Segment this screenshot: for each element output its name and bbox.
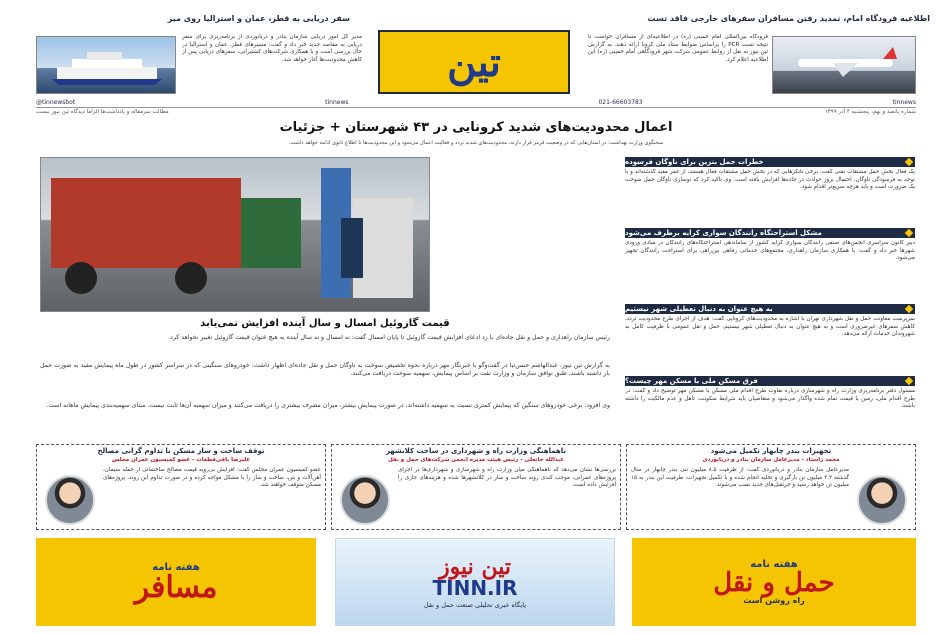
sidebar-body-3: سرپرست معاونت حمل و نقل شهرداری تهران با اشاره به محدودیت‌های کرونایی گفت: هدف از اجرای طرح محدودیت تردد، کاهش سفرهای غیرضروری است و به هیچ عنوان به دنبال تعطیلی شهر نیستیم. حمل و نقل عمومی با ظرفیت کامل به شهروندان خدمات ارائه می‌دهد.	[625, 316, 915, 338]
bot-handle[interactable]: @tinnewsbot	[36, 99, 76, 106]
column-author-1: محمد راستاد - مدیرعامل سازمان بنادر و دریانوردی	[702, 457, 840, 463]
ad-haml-o-naql[interactable]	[632, 538, 916, 626]
top-right-story: فرودگاه بین‌المللی امام خمینی (ره) در اطلاعیه‌ای از مسافران خواست تا نتیجه تست PCR را براساس ضوابط ستاد ملی کرونا ارائه دهند. به گزارش تین نیوز به نقل از روابط عمومی شرکت شهر فرودگاهی امام خمینی (ره) این اطلاعیه اعلام کرد.	[588, 34, 768, 63]
fuel-paragraph-2: به گزارش تین نیوز، عبدالهاشم حسن‌نیا در گفت‌وگو با خبرنگار مهر درباره نحوه تخصیص سوخت به ناوگان حمل و نقل جاده‌ای اظهار داشت: خودروهای سنگینی که در سراسر کشور در طول ماه پیمایش مفید به صورت حمل بار داشته باشند، طبق توافق سازمان و وزارت نفت بر اساس پیمایش، سهمیه سوخت دریافت می‌کنند.	[40, 362, 610, 378]
ad-mosafer[interactable]	[36, 538, 316, 626]
column-text-1: مدیرعامل سازمان بنادر و دریانوردی گفت: از ظرفیت ۸.۵ میلیون تنی بندر چابهار در سال گذشته ۲.۳ میلیون تن بارگیری و تخلیه انجام شده و با تکمیل تجهیزات، ظرفیت این بندر به ۱۵ میلیون تن خواهد رسید و جرثقیل‌های جدید نصب می‌شوند.	[631, 467, 849, 489]
issue-number: شماره پانصد و نهم، پنجشنبه ۴ آذر ۱۳۹۹	[824, 109, 916, 115]
site-handle-right[interactable]: tinnews	[892, 99, 916, 106]
column-title-1: تجهیزات بندر چابهار تکمیل می‌شود	[710, 447, 832, 455]
author-avatar-2	[340, 475, 390, 525]
plane-photo[interactable]	[772, 36, 916, 94]
fuel-truck-icon	[41, 158, 430, 312]
column-title-2: ناهماهنگی وزارت راه و شهرداری در ساخت کلانشهر	[385, 447, 567, 455]
sidebar-body-1: یک فعال بخش حمل مشتقات نفتی گفت: برخی تانکرهایی که در بخش حمل مشتقات فعال هستند، از عمر مفید گذشته‌اند و با توجه به فرسودگی ناوگان، احتمال بروز حوادث در جاده‌ها افزایش یافته است. وی تاکید کرد که نوسازی ناوگان حمل سوخت یک ضرورت است و باید هرچه سریع‌تر اقدام شود.	[625, 169, 915, 191]
ship-photo[interactable]	[36, 36, 176, 94]
issue-strip	[36, 109, 916, 118]
column-title-3: توقف ساخت و ساز مسکن با تداوم گرانی مصالح	[97, 447, 265, 455]
ad-left-label: هفته نامه	[152, 561, 200, 573]
ad-right-label: هفته نامه	[750, 559, 798, 570]
ad-mid-title: تین نیوز	[439, 553, 511, 580]
column-box-1[interactable]	[626, 444, 916, 530]
ad-mid-tagline: پایگاه خبری تحلیلی صنعت حمل و نقل	[423, 600, 527, 609]
sidebar-body-4: مسئول دفتر برنامه‌ریزی وزارت راه و شهرسازی درباره تفاوت طرح اقدام ملی مسکن با مسکن مهر توضیح داد و گفت: در طرح اقدام ملی، زمین با قیمت تمام شده واگذار می‌شود و متقاضیان باید شرایط سکونت، تاهل و عدم مالکیت را داشته باشند.	[625, 388, 915, 410]
fuel-headline[interactable]: قیمت گازوئیل امسال و سال آینده افزایش نمی‌یابد	[200, 318, 450, 329]
airplane-icon	[773, 37, 916, 94]
masthead[interactable]	[378, 30, 570, 94]
author-avatar-1	[857, 475, 907, 525]
top-left-headline[interactable]: سفر دریایی به قطر، عمان و استرالیا روی میز	[167, 14, 350, 23]
author-avatar-3	[45, 475, 95, 525]
top-right-headline[interactable]: اطلاعیه فرودگاه امام، تمدید رفتن مسافران سفرهای خارجی فاقد تست	[647, 14, 930, 23]
sidebar-heading-1[interactable]: خطرات حمل بنزین برای ناوگان فرسوده	[625, 157, 915, 167]
column-text-3: عضو کمیسیون عمران مجلس گفت: افزایش بی‌رویه قیمت مصالح ساختمانی از جمله سیمان، آهن‌آلات و بتن، ساخت و ساز را با مشکل مواجه کرده و در صورت تداوم این روند، پروژه‌های مسکن متوقف خواهند شد.	[103, 467, 321, 489]
fuel-paragraph-1: رئیس سازمان راهداری و حمل و نقل جاده‌ای با رد ادعای افزایش قیمت گازوئیل تا پایان امسال گفت: نه امسال و نه سال آینده به هیچ عنوان قیمت گازوئیل تغییر نخواهد کرد.	[168, 334, 610, 341]
truck-photo[interactable]	[40, 157, 430, 312]
top-left-story: مدیر کل امور دریایی سازمان بنادر و دریانوردی از برنامه‌ریزی برای سفر دریایی به مقاصد جدید خبر داد و گفت: مسیرهای قطر، عمان و استرالیا در حال بررسی است و با همکاری شرکت‌های کشتیرانی، سفرهای دریایی پس از کاهش محدودیت‌ها آغاز خواهد شد.	[182, 34, 362, 63]
sidebar-heading-3[interactable]: به هیچ عنوان به دنبال تعطیلی شهر نیستیم	[625, 304, 915, 314]
sidebar-body-2: دبیر کانون سراسری انجمن‌های صنفی رانندگان سواری کرایه کشور از ساماندهی استراحتگاه‌های رانندگان در مبادی ورودی شهرها خبر داد و گفت: با همکاری سازمان راهداری، مجتمع‌های خدماتی رفاهی بین‌راهی برای استراحت رانندگان تجهیز می‌شود.	[625, 240, 915, 262]
column-text-2: بررسی‌ها نشان می‌دهد که ناهماهنگی میان وزارت راه و شهرسازی و شهرداری‌ها در اجرای پروژه‌های عمرانی، موجب کندی روند ساخت و ساز در کلانشهرها شده و هزینه‌های جاری را افزایش داده است.	[398, 467, 616, 489]
contact-strip	[36, 98, 916, 108]
column-author-3: علیرضا باقی‌قطعات - عضو کمیسیون عمران مجلس	[111, 457, 251, 463]
disclaimer: مطالب سرمقاله و یادداشت‌ها الزاما دیدگاه تین نیوز نیست	[36, 109, 169, 115]
column-box-2[interactable]	[331, 444, 621, 530]
ad-right-tagline: راه روشن است	[743, 596, 805, 605]
sidebar-heading-2[interactable]: مشکل استراحتگاه رانندگان سواری کرایه برطرف می‌شود	[625, 228, 915, 238]
ad-mid-url[interactable]: TINN.IR	[432, 575, 518, 600]
column-author-2: عبدالله خانعلی - رئیس هیئت مدیره انجمن شرکت‌های حمل و نقل	[387, 457, 565, 463]
ad-left-title: مسافر	[134, 569, 218, 605]
main-lead: سخنگوی وزارت بهداشت: در استان‌هایی که در وضعیت قرمز قرار دارند، محدودیت‌های شدید تردد و فعالیت اعمال می‌شود و این محدودیت‌ها تا اطلاع ثانوی ادامه خواهد داشت.	[288, 140, 664, 146]
masthead-logo: تین	[447, 38, 501, 86]
site-handle[interactable]: tinnews	[325, 99, 349, 106]
sidebar-heading-4[interactable]: فرق مسکن ملی با مسکن مهر چیست؟	[625, 376, 915, 386]
phone-number: 021-66603783	[598, 99, 643, 106]
column-box-3[interactable]	[36, 444, 326, 530]
ad-right-title: حمل و نقل	[713, 568, 835, 598]
ship-icon	[37, 37, 176, 94]
ad-tinnews[interactable]	[335, 538, 615, 626]
main-headline[interactable]: اعمال محدودیت‌های شدید کرونایی در ۴۳ شهرستان + جزئیات	[279, 120, 673, 135]
fuel-paragraph-3: وی افزود: برخی خودروهای سنگین که پیمایش کمتری نسبت به سهمیه داشته‌اند، در صورت پیمایش بیشتر، میزان مصرف بیشتری را دریافت می‌کنند و میزان سهمیه آن‌ها ثابت نیست. مبنای سهمیه‌بندی پیمایش ماهانه است.	[46, 402, 610, 409]
